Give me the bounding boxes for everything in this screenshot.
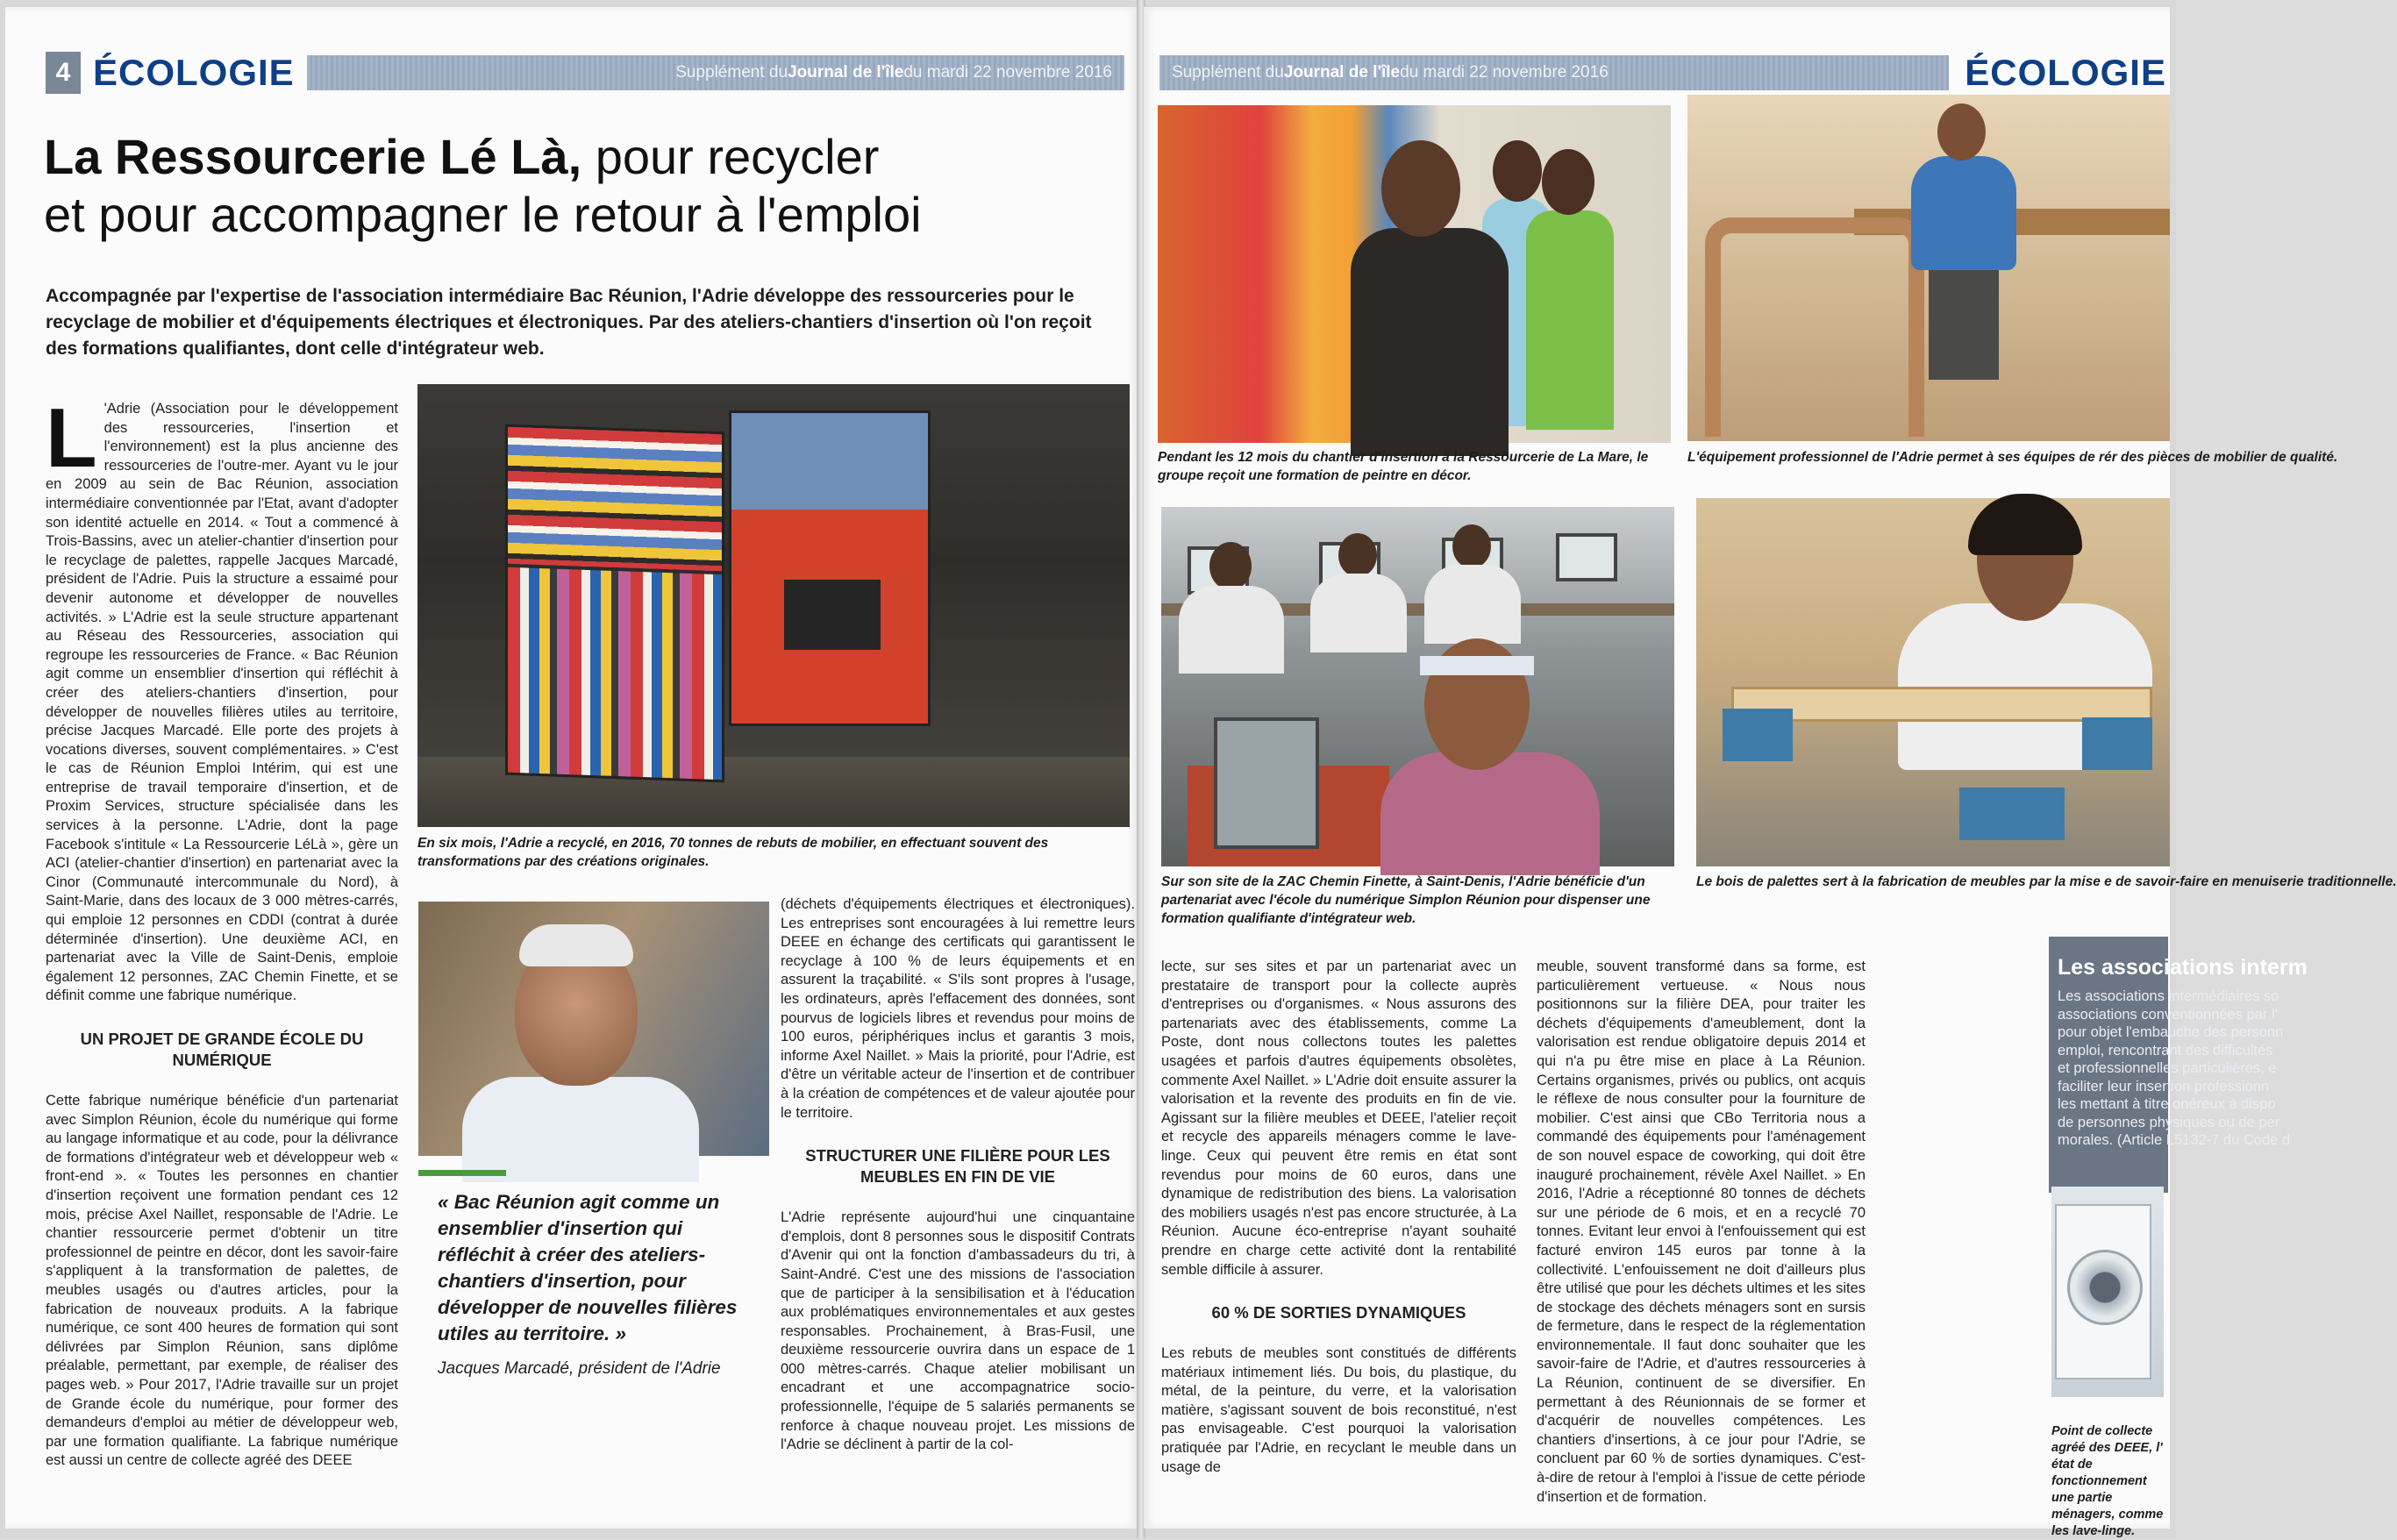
right-column-1: [1161, 958, 1516, 1477]
student-1: [1179, 542, 1284, 674]
right-column-1-paragraph-1: lecte, sur ses sites et par un partenariat avec un prestataire de transport pour la collecte auprès d'entreprises ou d'organismes. « Nous assurons des partenariats avec des établissements, comme La Poste, dont nous collectons toutes les palettes usagées et parfois d'autres équipements obsolètes, commente Axel Naillet. » L'Adrie doit ensuite assurer la valorisation et la revente des produits en fin de vie. Agissant sur la filière meubles et DEEE, l'atelier reçoit et recycle des appareils ménagers comme le lave-linge. Ceux qui peuvent être remis en état sont revendus pour moins de 60 euros, dans une dynamique de redistribution des biens. La valorisation des mobiliers usagés n'est pas encore structurée, à La Réunion. Aucune éco-entreprise n'ayant souhaité prendre en charge cette activité dont la rentabilité semble difficile à assurer.: [1161, 959, 1516, 1278]
clamp-left: [1723, 709, 1793, 761]
subhead-sorties: 60 % DE SORTIES DYNAMIQUES: [1211, 1303, 1466, 1323]
section-name: ÉCOLOGIE: [93, 52, 295, 93]
pallet-worker-hair: [1968, 494, 2082, 555]
sidebar-line: et professionnelles particulières, e: [2058, 1060, 2277, 1076]
right-column-1-paragraph-2: Les rebuts de meubles sont constitués de différents matériaux intimement liés. Du bois, du plastique, du métal, de la peinture, du verre, et la valorisation matière, s'agissant souvent de bois reconstitué, n'est pas envisageable. C'est pourquoi la valorisation pratiquée par l'Adrie, en recyclant le meuble dans un usage de: [1161, 1345, 1516, 1475]
supplement-date: du mardi 22 novembre 2016: [903, 63, 1112, 82]
wood-plank: [1731, 687, 2152, 722]
sidebar-line: associations conventionnées par l': [2058, 1006, 2278, 1023]
supplement-prefix: Supplément du: [675, 63, 788, 82]
article-title: [44, 128, 1123, 244]
quote-author: Jacques Marcadé, président de l'Adrie: [438, 1359, 721, 1378]
sidebar-line: emploi, rencontrant des difficultés: [2058, 1042, 2273, 1059]
furniture-photo: [417, 384, 1130, 827]
right-page-header: [1159, 51, 2166, 95]
carpenter: [1911, 103, 2016, 367]
sidebar-line: les mettant à titre onéreux à dispo: [2058, 1096, 2276, 1112]
student-main-body: [1380, 752, 1600, 875]
title-line-2: et pour accompagner le retour à l'emploi: [44, 187, 922, 242]
left-page-header: [46, 51, 1124, 95]
title-bold: La Ressourcerie Lé Là,: [44, 129, 582, 184]
student-3: [1424, 524, 1521, 638]
computer-caption: Sur son site de la ZAC Chemin Finette, à Saint-Denis, l'Adrie bénéficie d'un partenariat avec l'école du numérique Simplon Réunion pour dispenser une formation qualifiante d'intégrateur web.: [1161, 874, 1651, 926]
left-page: [5, 7, 1138, 1529]
journal-name: Journal de l'île: [788, 63, 904, 82]
column-2-paragraph-1: (déchets d'équipements électriques et électroniques). Les entreprises sont encouragées à lui remettre leurs DEEE en échange des certificats qui garantissent le recyclage à 100 % de leurs équipements et en assurent la traçabilité. « S'ils sont propres à l'usage, les ordinateurs, après l'effacement des données, sont pourvus de logiciels libres et revendus pour moins de 100 euros, périphériques inclus et garantis 3 mois, informe Axel Naillet. » Mais la priorité, pour l'Adrie, est d'être un véritable acteur de l'insertion et de contribuer à la création de compétences et de valeur ajoutée pour le territoire.: [781, 896, 1135, 1121]
washer-door: [2067, 1250, 2143, 1325]
journal-name-right: Journal de l'île: [1283, 63, 1401, 82]
subhead-grande-ecole: UN PROJET DE GRANDE ÉCOLE DU NUMÉRIQUE: [80, 1030, 364, 1069]
right-column-2-paragraph-1: meuble, souvent transformé dans sa forme, est particulièrement vertueuse. « Nous nous positionnons sur la filière DEA, pour traiter les déchets d'équipements d'ameublement, dont la valorisation est rendue obligatoire depuis 2014 et qui n'a pu être mise en place à La Réunion. Certains organismes, privés ou publics, ont acquis le réflexe de nous consulter pour la fourniture de mobilier. C'est ainsi que CBo Territoria nous a commandé des équipements pour l'aménagement de son nouvel espace de coworking, qui doit être inauguré prochainement, révèle Axel Naillet. » En 2016, l'Adrie a réceptionné 80 tonnes de déchets sur une période de 6 mois, et en a recyclé 70 tonnes. Evitant leur envoi à l'enfouissement qui est facturé environ 145 euros par tonne à la collectivité. L'enfouissement ne doit d'ailleurs plus être utilisé que pour les déchets ultimes et les sites de stockage des déchets ménagers sont en sursis de fermeture, dans le respect de la réglementation environnementale. Il faut donc souhaiter que les savoir-faire de l'Adrie, et d'autres ressourceries à La Réunion, continuent de se diversifier. En permettant à des Réunionnais de se former et d'acquérir de nouvelles compétences. Les chantiers d'insertions, à ce jour pour l'Adrie, se concluent par 60 % de sorties dynamiques. C'est-à-dire de retour à l'emploi à l'issue de cette période d'insertion et de formation.: [1537, 959, 1866, 1505]
student-1-body: [1179, 586, 1284, 674]
monitor-4: [1556, 533, 1617, 581]
painting-photo: [1158, 105, 1671, 443]
student-main-headband: [1420, 656, 1534, 675]
clamp-bottom: [1959, 788, 2065, 840]
painter-2: [1526, 149, 1614, 438]
cabinet-blue-top: [731, 413, 928, 510]
sidebar-line: morales. (Article L5132-7 du Code d: [2058, 1132, 2291, 1148]
chair-caption: L'équipement professionnel de l'Adrie permet à ses équipes de rér des pièces de mobilier de qualité.: [1687, 450, 2338, 465]
sidebar-line: pour objet l'embauche des personn: [2058, 1024, 2284, 1040]
furniture-caption: En six mois, l'Adrie a recyclé, en 2016, 70 tonnes de rebuts de mobilier, en effectuant souvent des transformations par des créations originales.: [417, 836, 1049, 869]
sidebar-line: Les associations intermédiaires so: [2058, 988, 2279, 1004]
cabinet-slot: [784, 580, 881, 650]
painted-cabinet: [729, 410, 931, 726]
student-1-head: [1209, 542, 1252, 590]
pallet-caption: Le bois de palettes sert à la fabrication de meubles par la mise e de savoir-faire en menuiserie traditionnelle.: [1696, 874, 2397, 889]
column-2-paragraph-2: L'Adrie représente aujourd'hui une cinquantaine d'emplois, dont 8 personnes sous le dispositif Contrats d'Avenir qui ont la fonction d'ambassadeurs du tri, à Saint-André. C'est une des missions de l'association que de participer à la sensibilisation et à l'éducation aux problématiques environnementales et aux gestes responsables. Prochainement, à Bras-Fusil, une deuxième ressourcerie ouvrira dans un espace de 1 000 mètres-carrés. Chaque atelier mobilisant un encadrant et une accompagnatrice socio-professionnelle, l'équipe de 5 salariés permanents se renforce à chaque nouveau projet. Les missions de l'Adrie se déclinent à partir de la col-: [781, 1209, 1135, 1453]
painter-2-head: [1542, 149, 1594, 215]
student-3-body: [1424, 565, 1521, 644]
washing-machine-photo: [2051, 1187, 2164, 1397]
front-monitor: [1214, 717, 1319, 849]
supplement-prefix-right: Supplément du: [1172, 63, 1284, 82]
painting-caption: Pendant les 12 mois du chantier d'insertion à la Ressourcerie de La Mare, le groupe reçoit une formation de peintre en décor.: [1158, 450, 1649, 483]
carpenter-body: [1911, 156, 2016, 270]
chair-workshop-photo: [1687, 95, 2170, 441]
student-2-head: [1338, 533, 1377, 577]
portrait-shirt: [462, 1077, 699, 1182]
striped-drawer: [508, 427, 722, 575]
pull-quote: « Bac Réunion agit comme un ensemblier d'insertion qui réfléchit à créer des ateliers-chantiers d'insertion, pour développer de nouvelles filières utiles au territoire. »: [438, 1191, 738, 1344]
carpenter-head: [1937, 103, 1986, 160]
supplement-date-right: du mardi 22 novembre 2016: [1400, 63, 1609, 82]
painter-2-body: [1526, 210, 1614, 430]
clamp-right: [2082, 717, 2152, 770]
student-main: [1380, 638, 1600, 866]
right-column-2: [1537, 958, 1866, 1507]
page-number: 4: [46, 52, 81, 94]
quote-accent-bar: [418, 1170, 506, 1176]
washing-machine: [2055, 1204, 2151, 1380]
title-rest: pour recycler: [581, 129, 880, 184]
column-1-paragraph-2: Cette fabrique numérique bénéficie d'un partenariat avec Simplon Réunion, école du numérique qui forme au langage informatique et au code, pour la délivrance de formations d'intégrateur web et développeur web « front-end ». « Toutes les personnes en chantier d'insertion reçoivent une formation pendant ces 12 mois, précise Axel Naillet, responsable de l'Adrie. Le chantier ressourcerie permet d'obtenir un titre professionnel de peintre en décor, dont les savoir-faire s'appliquent à la transformation de palettes, de meubles usagés ou d'autres articles, pour la fabrication de nouveaux produits. A la fabrique numérique, ce sont 400 heures de formation qui sont délivrées par Simplon Réunion, sans diplôme préalable, permettant, par exemple, de réaliser des pages web. » Pour 2017, l'Adrie travaille sur un projet de Grande école du numérique, pour former des demandeurs d'emploi au métier de développeur web, par une formation qualifiante. La fabrique numérique est aussi un centre de collecte agréé des DEEE: [46, 1093, 398, 1469]
student-2: [1310, 533, 1407, 647]
striped-cabinet: [505, 424, 724, 783]
drop-cap: L: [46, 391, 97, 485]
article-lead: Accompagnée par l'expertise de l'association intermédiaire Bac Réunion, l'Adrie développe des ressourceries pour le recyclage de mobilier et d'équipements électriques et électroniques. Par des ateliers-chantiers d'insertion où l'on reçoit des formations qualifiantes, dont celle d'intégrateur web.: [46, 286, 1092, 359]
supplement-banner: [307, 55, 1124, 90]
sidebar-line: faciliter leur insertion professionn: [2058, 1078, 2270, 1094]
right-page: [1144, 7, 2397, 1538]
sidebar-title: Les associations interm: [2058, 955, 2308, 980]
column-1: [46, 391, 398, 1471]
washer-caption: Point de collecte agréé des DEEE, l' état de fonctionnement une partie ménagers, comme les lave-linge.: [2051, 1424, 2164, 1538]
supplement-banner-right: [1159, 55, 1949, 90]
wooden-chair: [1705, 217, 1924, 437]
column-1-paragraph-1: 'Adrie (Association pour le développement des ressourceries, l'insertion et l'environnement) est la plus ancienne des ressourceries de l'outre-mer. Ayant vu le jour en 2009 au sein de Bac Réunion, association intermédiaire conventionnée par l'Etat, avant d'adopter son identité actuelle en 2014. « Tout a commencé à Trois-Bassins, avec un atelier-chantier d'insertion pour le recyclage de palettes, rappelle Jacques Marcadé, président de l'Adrie. Puis la structure a essaimé pour devenir autonome et développer de nouvelles activités. » L'Adrie est la seule structure appartenant au Réseau des Ressourceries, association qui regroupe les ressourceries de France. « Bac Réunion agit comme un ensemblier d'insertion qui réfléchit à créer des ateliers-chantiers d'insertion, pour développer de nouvelles filières utiles au territoire, précise Jacques Marcadé. Elle porte des projets à vocations diverses, souvent complémentaires. » C'est le cas de Réunion Emploi Intérim, qui est une entreprise de travail temporaire d'insertion, et de Proxim Services, structure spécialisée dans les services à la personne. L'Adrie, dont la page Facebook s'intitule « La Ressourcerie LéLà », gère un ACI (atelier-chantier d'insertion) en partenariat avec la Cinor (Communauté intercommunale du Nord), à Saint-Marie, dans des locaux de 3 000 mètres-carrés, qui emploie 12 personnes en CDDI (contrat à durée déterminée d'insertion). Une deuxième ACI, en partenariat avec la Ville de Saint-Denis, emploie également 12 personnes, ZAC Chemin Finette, et se définit comme une fabrique numérique.: [46, 401, 398, 1004]
carpenter-legs: [1929, 266, 1999, 380]
pallet-workshop-photo: [1696, 498, 2170, 866]
column-2: [781, 895, 1135, 1455]
portrait-hair: [519, 924, 633, 966]
painter-1-body: [1351, 228, 1509, 456]
section-name-right: ÉCOLOGIE: [1965, 52, 2166, 93]
painter-1-head: [1381, 140, 1460, 237]
subhead-filiere: STRUCTURER UNE FILIÈRE POUR LES MEUBLES EN FIN DE VIE: [805, 1146, 1110, 1187]
portrait-photo: [418, 902, 769, 1156]
computer-class-photo: [1161, 507, 1674, 866]
sidebar-associations: [2049, 937, 2308, 1193]
painter-1: [1351, 140, 1500, 447]
sidebar-line: de personnes physiques ou de per: [2058, 1114, 2280, 1130]
student-3-head: [1452, 524, 1491, 568]
